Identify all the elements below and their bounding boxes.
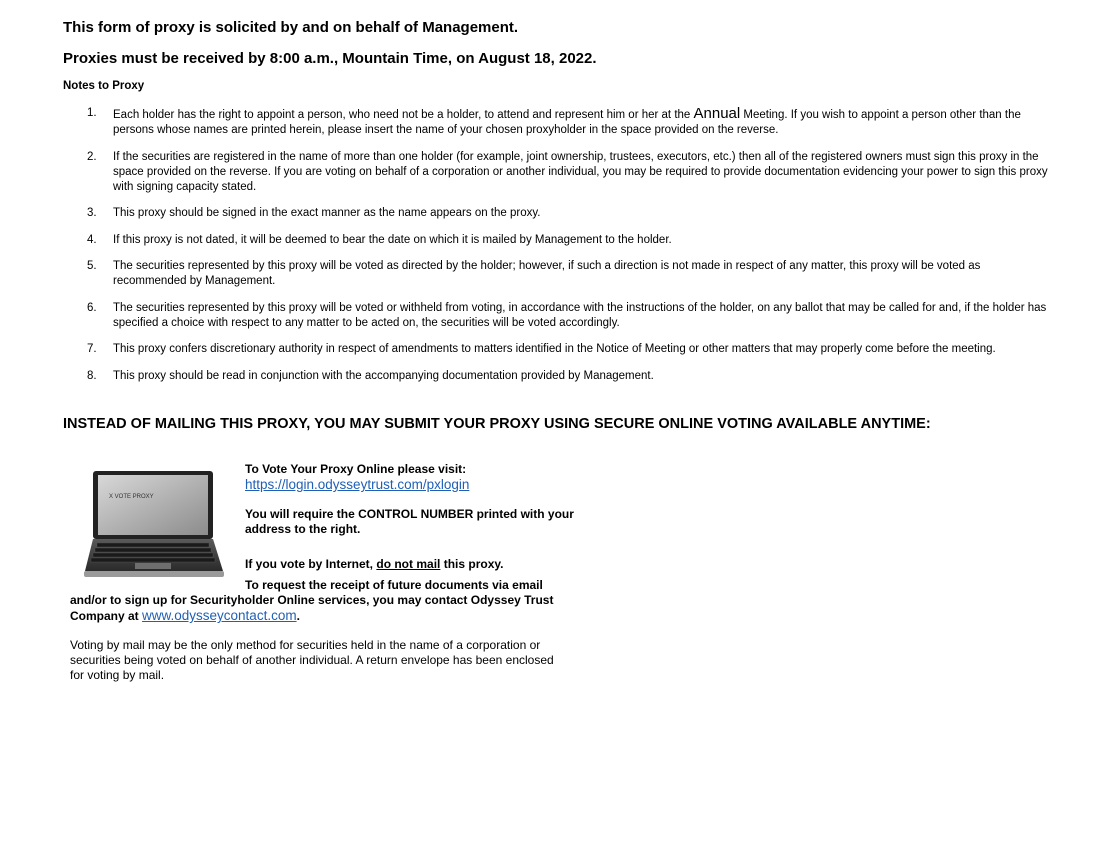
notes-title: Notes to Proxy xyxy=(63,80,145,92)
control-number-note: You will require the CONTROL NUMBER printed with your address to the right. xyxy=(245,507,574,536)
internet-suffix: this proxy. xyxy=(440,557,504,571)
internet-vote-note xyxy=(245,557,503,572)
note-text: If this proxy is not dated, it will be deemed to bear the date on which it is mailed by Management to the holder. xyxy=(113,233,672,246)
note-text: If the securities are registered in the name of more than one holder (for example, joint ownership, trustees, executors, etc.) then all of the registered owners must sign this proxy in the space provided on the reverse. If you are voting on behalf of a corporation or another individual, you may be required to provide documentation evidencing your power to sign this proxy with signing capacity stated. xyxy=(113,150,1048,193)
note-item xyxy=(63,106,1053,138)
note-item xyxy=(63,233,1053,248)
note-number: 4. xyxy=(87,233,97,246)
mail-voting-note: Voting by mail may be the only method for securities held in the name of a corporation or securities being voted on behalf of another individual. A return envelope has been enclosed for voting by mail. xyxy=(70,638,554,682)
request-text: To request the receipt of future documents via email and/or to sign up for Securityholder Online services, you may contact Odyssey Trust Company at xyxy=(70,578,554,623)
request-end: . xyxy=(296,609,300,623)
odyssey-contact-link[interactable]: www.odysseycontact.com xyxy=(142,608,297,623)
laptop-screen-text: X VOTE PROXY xyxy=(109,494,154,500)
meeting-type: Annual xyxy=(693,105,741,122)
note-item xyxy=(63,342,1053,357)
note-number: 6. xyxy=(87,301,97,314)
notes-list xyxy=(63,106,1053,395)
note-number: 7. xyxy=(87,343,97,355)
note-text: Meeting. If you wish to appoint a person other than the persons whose names are printed herein, please insert the name of your chosen proxyholder in the space provided on the reverse. xyxy=(113,109,1021,136)
visit-label: To Vote Your Proxy Online please visit: xyxy=(245,462,467,476)
note-text: This proxy confers discretionary authority in respect of amendments to matters identified in the Notice of Meeting or other matters that may properly come before the meeting. xyxy=(113,343,996,355)
solicitation-heading: This form of proxy is solicited by and on behalf of Management. xyxy=(63,19,519,36)
proxy-login-link[interactable]: https://login.odysseytrust.com/pxlogin xyxy=(245,477,470,492)
note-text: This proxy should be read in conjunction with the accompanying documentation provided by Management. xyxy=(113,369,654,382)
note-text: The securities represented by this proxy will be voted as directed by the holder; however, if such a direction is not made in respect of any matter, this proxy will be voted as recommended by Management. xyxy=(113,260,981,287)
note-item xyxy=(63,301,1053,331)
note-number: 2. xyxy=(87,150,97,163)
note-number: 5. xyxy=(87,260,97,272)
deadline-heading: Proxies must be received by 8:00 a.m., Mountain Time, on August 18, 2022. xyxy=(63,50,597,67)
note-text: This proxy should be signed in the exact manner as the name appears on the proxy. xyxy=(113,207,541,219)
laptop-icon xyxy=(83,469,225,581)
note-item xyxy=(63,369,1053,384)
note-item xyxy=(63,150,1053,195)
note-number: 3. xyxy=(87,207,97,219)
online-voting-heading: INSTEAD OF MAILING THIS PROXY, YOU MAY SUBMIT YOUR PROXY USING SECURE ONLINE VOTING AVAILABLE ANYTIME: xyxy=(63,416,931,432)
note-item xyxy=(63,259,1053,289)
note-text: The securities represented by this proxy will be voted or withheld from voting, in accordance with the instructions of the holder, on any ballot that may be called for and, if the holder has specified a choice with respect to any matter to be acted on, the securities will be voted accordingly. xyxy=(113,301,1047,329)
internet-prefix: If you vote by Internet, xyxy=(245,557,377,571)
note-number: 1. xyxy=(87,107,97,119)
note-text: Each holder has the right to appoint a person, who need not be a holder, to attend and represent him or her at the xyxy=(113,109,694,121)
note-item xyxy=(63,206,1053,221)
request-documents-note xyxy=(70,578,570,624)
do-not-mail-emphasis: do not mail xyxy=(376,557,441,571)
note-number: 8. xyxy=(87,369,97,382)
